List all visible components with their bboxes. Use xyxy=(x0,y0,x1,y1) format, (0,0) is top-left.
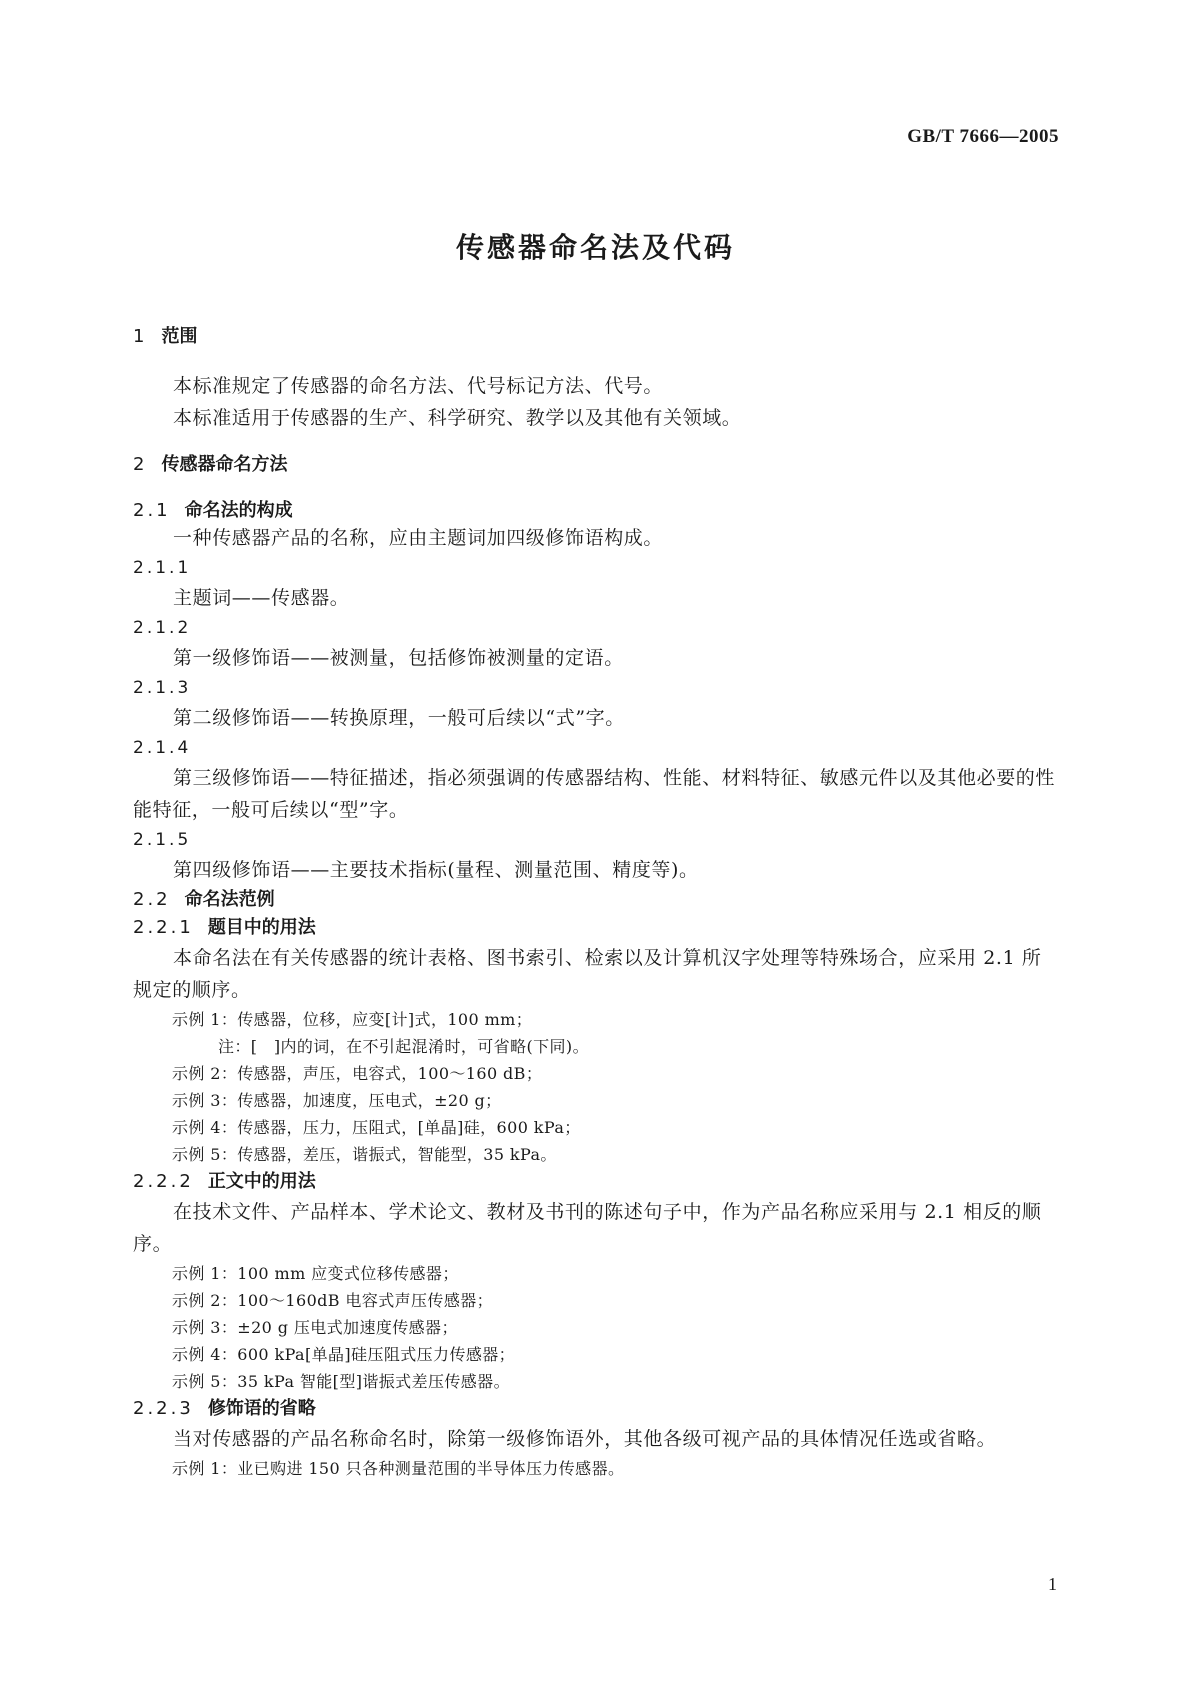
section-2-2-1-para: 本命名法在有关传感器的统计表格、图书索引、检索以及计算机汉字处理等特殊场合，应采用 2.1 所规定的顺序。 xyxy=(133,947,1042,1001)
section-2-1-3-para: 第二级修饰语——转换原理，一般可后续以“式”字。 xyxy=(173,707,625,729)
section-2-1-heading: 2.1 命名法的构成 xyxy=(133,500,293,521)
section-2-1-5-para: 第四级修饰语——主要技术指标(量程、测量范围、精度等)。 xyxy=(173,859,699,881)
section-1-heading: 1 范围 xyxy=(133,326,198,347)
section-2-2-2-example-5: 示例 5：35 kPa 智能[型]谐振式差压传感器。 xyxy=(172,1372,510,1391)
section-2-2-1-example-1: 示例 1：传感器，位移，应变[计]式，100 mm； xyxy=(172,1010,533,1029)
section-2-2-1-heading: 2.2.1 题目中的用法 xyxy=(133,917,316,938)
section-2-heading: 2 传感器命名方法 xyxy=(133,454,288,475)
section-2-1-5-number: 2.1.5 xyxy=(133,830,192,850)
section-2-2-2-heading: 2.2.2 正文中的用法 xyxy=(133,1171,316,1192)
section-2-1-4-para: 第三级修饰语——特征描述，指必须强调的传感器结构、性能、材料特征、敏感元件以及其他必要的性能特征，一般可后续以“型”字。 xyxy=(133,767,1056,821)
page-number: 1 xyxy=(1048,1574,1057,1594)
standard-code: GB/T 7666—2005 xyxy=(907,126,1059,147)
section-2-2-2-example-1: 示例 1：100 mm 应变式位移传感器； xyxy=(172,1264,459,1283)
section-2-1-1-para: 主题词——传感器。 xyxy=(173,587,350,609)
section-2-2-1-example-2: 示例 2：传感器，声压，电容式，100～160 dB； xyxy=(172,1064,543,1083)
section-2-2-1-example-3: 示例 3：传感器，加速度，压电式，±20 g； xyxy=(172,1091,502,1110)
section-2-1-4-number: 2.1.4 xyxy=(133,738,192,758)
section-2-2-1-example-4: 示例 4：传感器，压力，压阻式，[单晶]硅，600 kPa； xyxy=(172,1118,581,1137)
section-2-2-1-example-5: 示例 5：传感器，差压，谐振式，智能型，35 kPa。 xyxy=(172,1145,557,1164)
section-2-2-3-example-1: 示例 1：业已购进 150 只各种测量范围的半导体压力传感器。 xyxy=(172,1459,625,1478)
section-2-1-2-para: 第一级修饰语——被测量，包括修饰被测量的定语。 xyxy=(173,647,624,669)
section-1-para-2: 本标准适用于传感器的生产、科学研究、教学以及其他有关领域。 xyxy=(173,407,742,429)
section-1-para-1: 本标准规定了传感器的命名方法、代号标记方法、代号。 xyxy=(173,375,664,397)
document-title: 传感器命名法及代码 xyxy=(455,231,735,264)
section-2-2-3-heading: 2.2.3 修饰语的省略 xyxy=(133,1398,316,1419)
section-2-2-3-para: 当对传感器的产品名称命名时，除第一级修饰语外，其他各级可视产品的具体情况任选或省略。 xyxy=(173,1428,997,1450)
section-2-1-2-number: 2.1.2 xyxy=(133,618,192,638)
section-2-2-1-note: 注：[ ]内的词，在不引起混淆时，可省略(下同)。 xyxy=(218,1037,589,1056)
section-2-1-para: 一种传感器产品的名称，应由主题词加四级修饰语构成。 xyxy=(173,527,664,549)
section-2-2-2-example-3: 示例 3：±20 g 压电式加速度传感器； xyxy=(172,1318,458,1337)
section-2-1-1-number: 2.1.1 xyxy=(133,558,192,578)
section-2-1-3-number: 2.1.3 xyxy=(133,678,192,698)
section-2-2-heading: 2.2 命名法范例 xyxy=(133,889,275,910)
section-2-2-2-para: 在技术文件、产品样本、学术论文、教材及书刊的陈述句子中，作为产品名称应采用与 2.1 相反的顺序。 xyxy=(133,1201,1042,1255)
section-2-2-2-example-4: 示例 4：600 kPa[单晶]硅压阻式压力传感器； xyxy=(172,1345,516,1364)
document-body xyxy=(133,322,1061,1482)
section-2-2-2-example-2: 示例 2：100～160dB 电容式声压传感器； xyxy=(172,1291,494,1310)
